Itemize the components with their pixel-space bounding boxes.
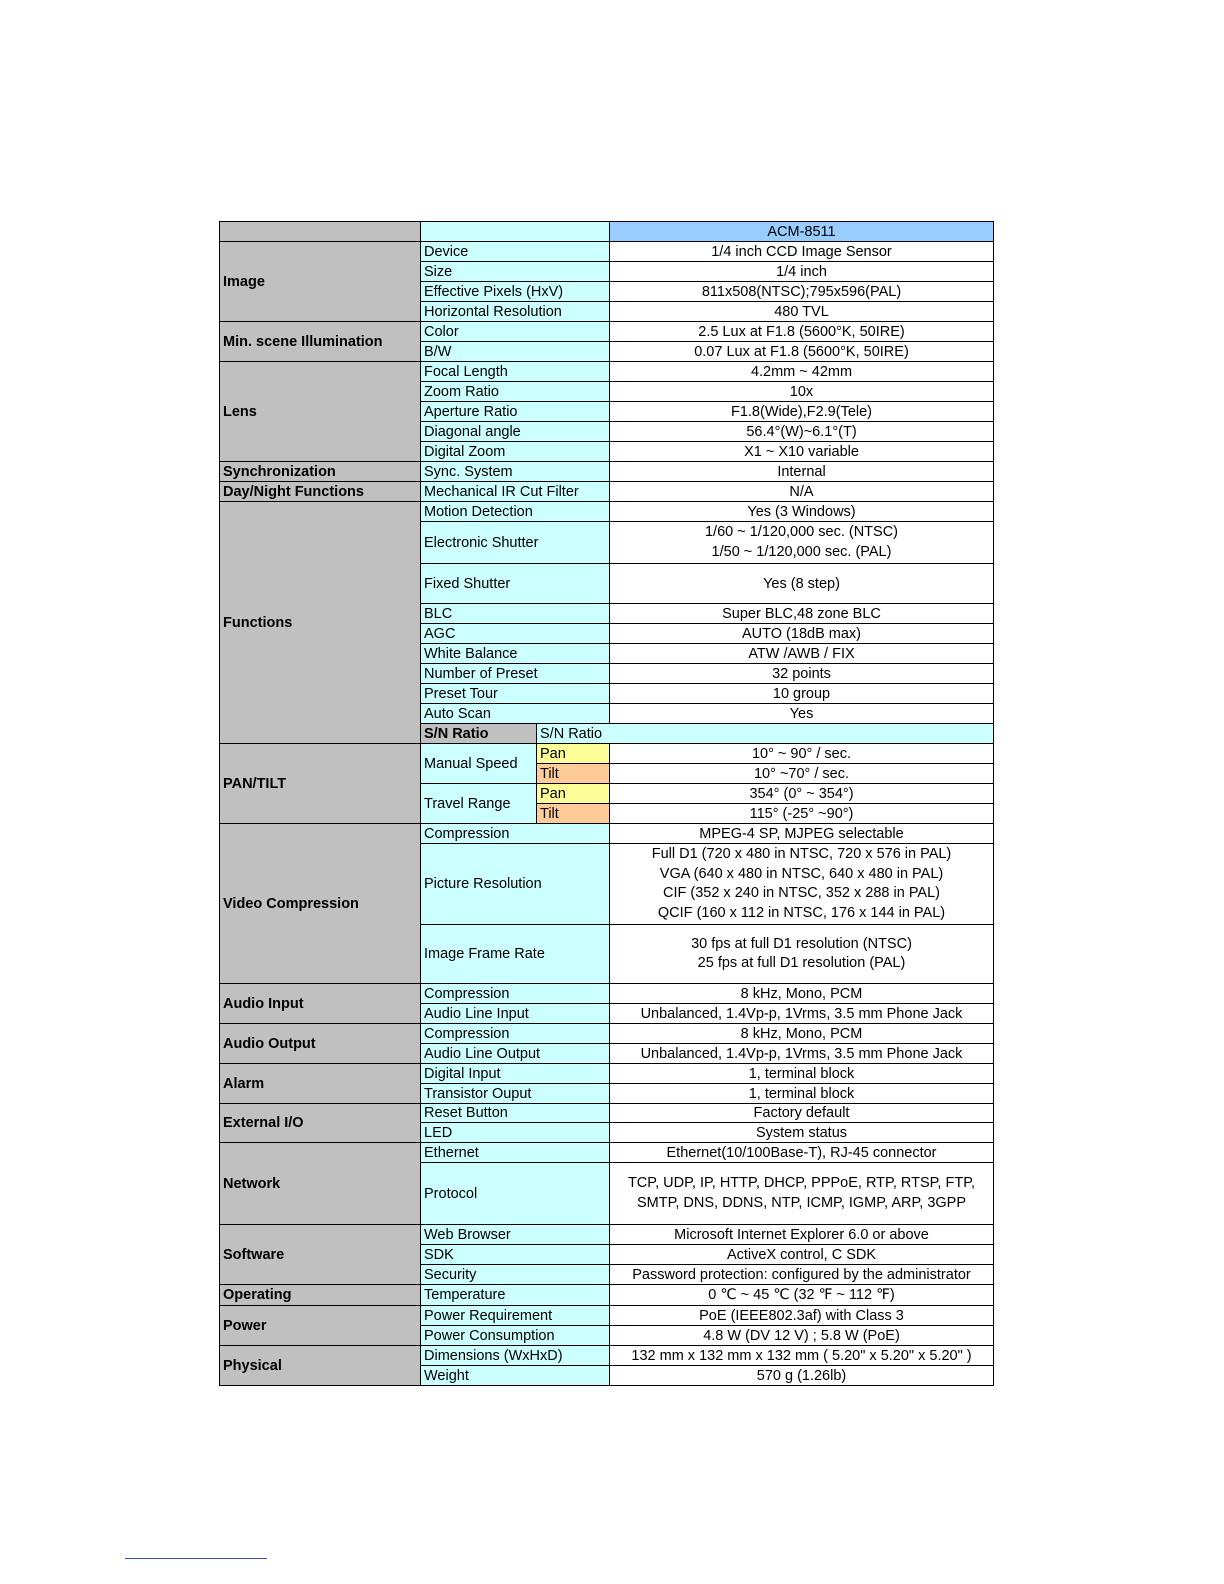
feature-value: 811x508(NTSC);795x596(PAL) <box>610 282 994 302</box>
feature-value: 10° ~70° / sec. <box>610 764 994 784</box>
category-audio-output: Audio Output <box>220 1024 421 1064</box>
category-pantilt: PAN/TILT <box>220 744 421 824</box>
feature-label: Web Browser <box>421 1225 610 1245</box>
feature-label: Image Frame Rate <box>421 925 610 984</box>
feature-value: F1.8(Wide),F2.9(Tele) <box>610 402 994 422</box>
table-row <box>220 482 994 502</box>
feature-label: Preset Tour <box>421 684 610 704</box>
table-row <box>220 1104 994 1123</box>
feature-label: Reset Button <box>421 1104 610 1123</box>
feature-label: Manual Speed <box>421 744 537 784</box>
feature-label: Electronic Shutter <box>421 522 610 564</box>
feature-value: N/A <box>610 482 994 502</box>
feature-label: Protocol <box>421 1163 610 1225</box>
category-image: Image <box>220 242 421 322</box>
feature-value: ActiveX control, C SDK <box>610 1245 994 1265</box>
feature-label: Picture Resolution <box>421 844 610 925</box>
value-line: VGA (640 x 480 in NTSC, 640 x 480 in PAL) <box>659 865 944 882</box>
feature-value: 115° (-25° ~90°) <box>610 804 994 824</box>
feature-value: 32 points <box>610 664 994 684</box>
sub-label-tilt: Tilt <box>537 764 610 784</box>
feature-value: 0 ℃ ~ 45 ℃ (32 ℉ ~ 112 ℉) <box>610 1285 994 1306</box>
feature-label: Zoom Ratio <box>421 382 610 402</box>
feature-label: Device <box>421 242 610 262</box>
table-row <box>220 502 994 522</box>
feature-value <box>610 522 994 564</box>
feature-label: Security <box>421 1265 610 1285</box>
feature-value: 56.4°(W)~6.1°(T) <box>610 422 994 442</box>
feature-label: Power Consumption <box>421 1326 610 1346</box>
feature-value: TCP, UDP, IP, HTTP, DHCP, PPPoE, RTP, RTSP, FTP, SMTP, DNS, DDNS, NTP, ICMP, IGMP, ARP, 3GPP <box>610 1163 994 1225</box>
category-illumination: Min. scene Illumination <box>220 322 421 362</box>
feature-label: Temperature <box>421 1285 610 1306</box>
feature-value: PoE (IEEE802.3af) with Class 3 <box>610 1306 994 1326</box>
feature-label: Digital Zoom <box>421 442 610 462</box>
feature-value: 132 mm x 132 mm x 132 mm ( 5.20" x 5.20" x 5.20" ) <box>610 1346 994 1366</box>
feature-value: Ethernet(10/100Base-T), RJ-45 connector <box>610 1143 994 1163</box>
table-row <box>220 242 994 262</box>
table-row <box>220 362 994 382</box>
feature-label: Fixed Shutter <box>421 564 610 604</box>
category-external-io: External I/O <box>220 1104 421 1143</box>
feature-label: Diagonal angle <box>421 422 610 442</box>
table-row <box>220 1285 994 1306</box>
feature-label: Compression <box>421 824 610 844</box>
feature-value: 2.5 Lux at F1.8 (5600°K, 50IRE) <box>610 322 994 342</box>
feature-label: Sync. System <box>421 462 610 482</box>
feature-value: 8 kHz, Mono, PCM <box>610 1024 994 1044</box>
feature-label: Weight <box>421 1366 610 1386</box>
feature-value: Microsoft Internet Explorer 6.0 or above <box>610 1225 994 1245</box>
table-row <box>220 1346 994 1366</box>
table-row <box>220 984 994 1004</box>
feature-value: 10x <box>610 382 994 402</box>
category-sn: S/N Ratio <box>421 724 537 744</box>
spec-table <box>219 221 994 1386</box>
value-line: Full D1 (720 x 480 in NTSC, 720 x 576 in PAL) <box>651 846 952 862</box>
feature-value: 10° ~ 90° / sec. <box>610 744 994 764</box>
table-row <box>220 322 994 342</box>
header-blank-feature <box>421 222 610 242</box>
feature-label: Ethernet <box>421 1143 610 1163</box>
table-row <box>220 1143 994 1163</box>
feature-value: 10 group <box>610 684 994 704</box>
category-video: Video Compression <box>220 824 421 984</box>
table-row <box>220 1024 994 1044</box>
feature-label: White Balance <box>421 644 610 664</box>
feature-value: 354° (0° ~ 354°) <box>610 784 994 804</box>
table-row <box>220 1225 994 1245</box>
feature-label: Compression <box>421 984 610 1004</box>
feature-value: 4.8 W (DV 12 V) ; 5.8 W (PoE) <box>610 1326 994 1346</box>
feature-label: Power Requirement <box>421 1306 610 1326</box>
feature-value: Super BLC,48 zone BLC <box>610 604 994 624</box>
model-name: ACM-8511 <box>610 222 994 242</box>
value-line: 25 fps at full D1 resolution (PAL) <box>697 955 906 971</box>
footnote-separator <box>125 1558 267 1559</box>
feature-label: Travel Range <box>421 784 537 824</box>
feature-value: Unbalanced, 1.4Vp-p, 1Vrms, 3.5 mm Phone Jack <box>610 1044 994 1064</box>
category-software: Software <box>220 1225 421 1285</box>
feature-value: Yes (3 Windows) <box>610 502 994 522</box>
feature-label: BLC <box>421 604 610 624</box>
sub-label-pan: Pan <box>537 784 610 804</box>
feature-value <box>610 925 994 984</box>
feature-label: Horizontal Resolution <box>421 302 610 322</box>
value-line: CIF (352 x 240 in NTSC, 352 x 288 in PAL) <box>663 885 940 901</box>
category-power: Power <box>220 1306 421 1346</box>
feature-label: Transistor Ouput <box>421 1084 610 1104</box>
value-line: 1/50 ~ 1/120,000 sec. (PAL) <box>711 543 892 560</box>
feature-value: 1/4 inch CCD Image Sensor <box>610 242 994 262</box>
feature-value: Yes (8 step) <box>610 564 994 604</box>
feature-label: Motion Detection <box>421 502 610 522</box>
feature-label: Audio Line Output <box>421 1044 610 1064</box>
category-daynight: Day/Night Functions <box>220 482 421 502</box>
header-blank-category <box>220 222 421 242</box>
feature-value: 1, terminal block <box>610 1084 994 1104</box>
category-operating: Operating <box>220 1285 421 1306</box>
category-lens: Lens <box>220 362 421 462</box>
table-row <box>220 824 994 844</box>
feature-label: Color <box>421 322 610 342</box>
feature-value: Internal <box>610 462 994 482</box>
table-row <box>220 462 994 482</box>
feature-value: AUTO (18dB max) <box>610 624 994 644</box>
feature-value: Yes <box>610 704 994 724</box>
header-row <box>220 222 994 242</box>
feature-value: 4.2mm ~ 42mm <box>610 362 994 382</box>
feature-label: S/N Ratio <box>537 724 994 744</box>
feature-label: Effective Pixels (HxV) <box>421 282 610 302</box>
value-line: QCIF (160 x 112 in NTSC, 176 x 144 in PAL) <box>657 904 946 921</box>
feature-value: 1, terminal block <box>610 1064 994 1084</box>
feature-label: B/W <box>421 342 610 362</box>
feature-label: SDK <box>421 1245 610 1265</box>
feature-label: Auto Scan <box>421 704 610 724</box>
value-line: 1/60 ~ 1/120,000 sec. (NTSC) <box>704 524 899 540</box>
feature-label: LED <box>421 1123 610 1143</box>
category-alarm: Alarm <box>220 1064 421 1104</box>
category-physical: Physical <box>220 1346 421 1386</box>
feature-value <box>610 844 994 925</box>
feature-label: Digital Input <box>421 1064 610 1084</box>
feature-value: ATW /AWB / FIX <box>610 644 994 664</box>
feature-value: System status <box>610 1123 994 1143</box>
feature-label: Mechanical IR Cut Filter <box>421 482 610 502</box>
feature-label: Dimensions (WxHxD) <box>421 1346 610 1366</box>
sub-label-tilt: Tilt <box>537 804 610 824</box>
feature-value: Unbalanced, 1.4Vp-p, 1Vrms, 3.5 mm Phone Jack <box>610 1004 994 1024</box>
table-row <box>220 744 994 764</box>
feature-value: 8 kHz, Mono, PCM <box>610 984 994 1004</box>
value-line: 30 fps at full D1 resolution (NTSC) <box>691 935 912 952</box>
feature-value: 480 TVL <box>610 302 994 322</box>
feature-value: 1/4 inch <box>610 262 994 282</box>
feature-value: Factory default <box>610 1104 994 1123</box>
feature-label: AGC <box>421 624 610 644</box>
feature-label: Number of Preset <box>421 664 610 684</box>
feature-value: 0.07 Lux at F1.8 (5600°K, 50IRE) <box>610 342 994 362</box>
category-functions: Functions <box>220 502 421 744</box>
category-network: Network <box>220 1143 421 1225</box>
sub-label-pan: Pan <box>537 744 610 764</box>
feature-value: X1 ~ X10 variable <box>610 442 994 462</box>
feature-value: 570 g (1.26lb) <box>610 1366 994 1386</box>
table-row <box>220 1306 994 1326</box>
feature-value: Password protection: configured by the administrator <box>610 1265 994 1285</box>
feature-value: MPEG-4 SP, MJPEG selectable <box>610 824 994 844</box>
category-sync: Synchronization <box>220 462 421 482</box>
feature-label: Compression <box>421 1024 610 1044</box>
feature-label: Audio Line Input <box>421 1004 610 1024</box>
table-row <box>220 1064 994 1084</box>
feature-label: Focal Length <box>421 362 610 382</box>
feature-label: Aperture Ratio <box>421 402 610 422</box>
category-audio-input: Audio Input <box>220 984 421 1024</box>
feature-label: Size <box>421 262 610 282</box>
